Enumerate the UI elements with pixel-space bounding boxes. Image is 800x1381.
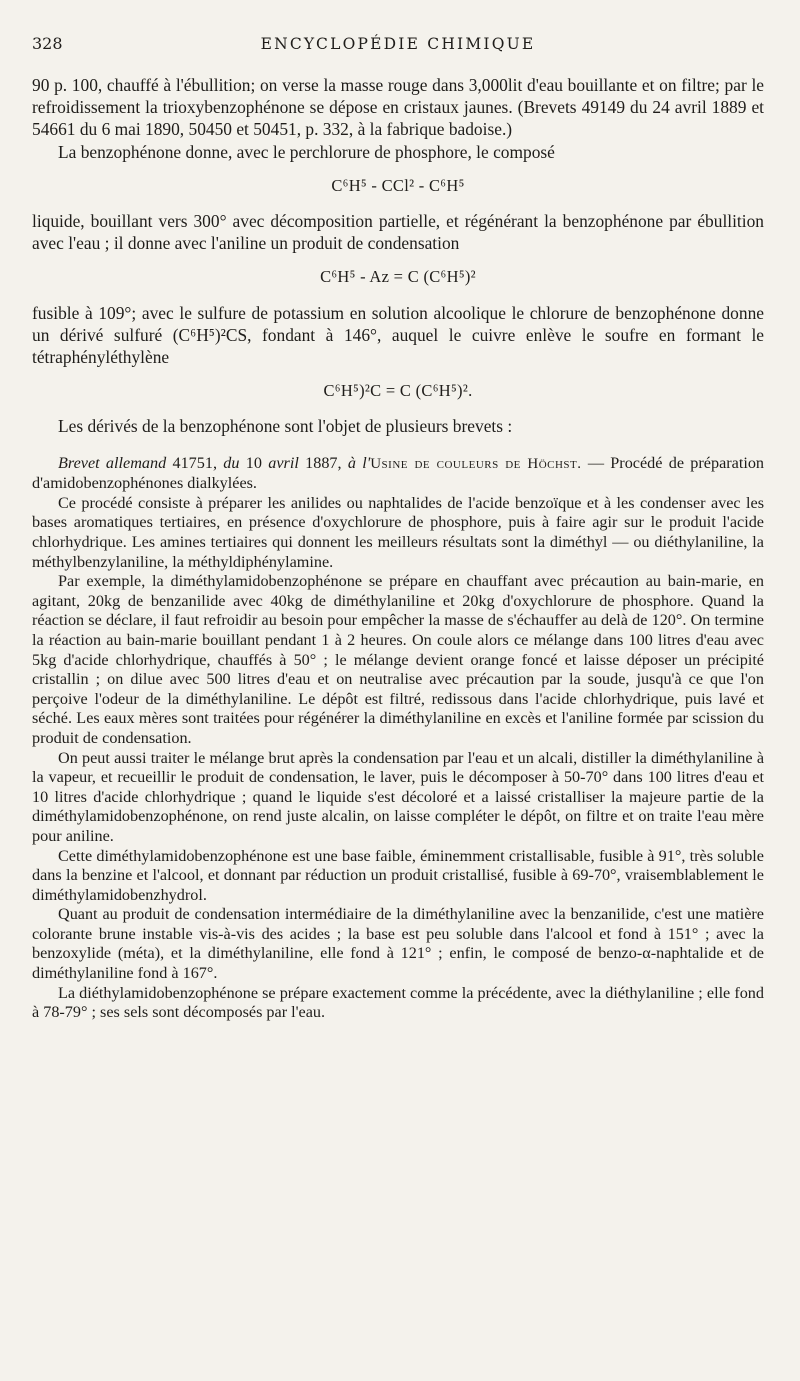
chemical-formula: C⁶H⁵ - CCl² - C⁶H⁵ [331,175,465,195]
patent-company: Usine de couleurs de Höchst. [370,455,582,472]
paragraph: Par exemple, la diméthylamidobenzophénone se prépare en chauffant avec précaution au bain-marie, en agitant, 20kg de benzanilide avec 40kg de diméthylaniline et 20kg d'oxychlorure de phosphore. Quand la réaction se déclare, il faut refroidir au besoin pour empêcher la masse de s'échauffer au delà de 120°. On termine la réaction au bain-marie bouillant pendant 1 à 2 heures. On coule alors ce mélange dans 100 litres d'eau avec 5kg d'acide chlorhydrique, chauffés à 50° ; le mélange devient orange foncé et laisse déposer un précipité cristallin ; on dilue avec 500 litres d'eau et on neutralise avec précaution par la soude, jusqu'à ce que l'on perçoive l'odeur de la diméthylaniline. Le dépôt est filtré, redissous dans l'acide chlorhydrique, puis lavé et séché. Les eaux mères sont traitées pour régénérer la diméthylaniline en excès et l'aniline formée par scission du produit de condensation. [32,572,764,747]
paragraph: Les dérivés de la benzophénone sont l'objet de plusieurs brevets : [58,416,513,437]
paragraph: La benzophénone donne, avec le perchlorure de phosphore, le composé [58,141,555,162]
patent-label: Brevet allemand [58,453,167,472]
running-title: ENCYCLOPÉDIE CHIMIQUE [260,35,536,53]
patent-date-prefix: du [223,453,240,472]
patent-year: 1887, [298,453,348,472]
page-header [32,34,764,62]
chemical-formula: C⁶H⁵ - Az = C (C⁶H⁵)² [320,267,476,287]
page-number: 328 [32,34,63,53]
patent-heading [32,454,764,494]
paragraph: Quant au produit de condensation intermédiaire de la diméthylaniline avec la benzanilide, c'est une matière colorante brune instable vis-à-vis des acides ; la base est peu soluble dans l'alcool et fond à 151° ; avec la benzoxylide (méta), et la diméthylaniline, elle fond à 121° ; enfin, le composé de benzo-α-naphtalide et de diméthylaniline fond à 167°. [32,905,764,983]
paragraph: La diéthylamidobenzophénone se prépare exactement comme la précédente, avec la diéthylaniline ; elle fond à 78-79° ; ses sels sont décomposés par l'eau. [32,983,764,1022]
patent-description: — Procédé de préparation d'amidobenzophénones dialkylées. [32,453,765,493]
chemical-formula: C⁶H⁵)²C = C (C⁶H⁵)². [323,381,473,401]
paragraph: Cette diméthylamidobenzophénone est une base faible, éminemment cristallisable, fusible à 91°, très soluble dans la benzine et l'alcool, et donnant par réduction un produit cristallisé, fusible à 69-70°, vraisemblablement le diméthylamidobenzhydrol. [32,846,764,904]
patent-day: 10 [239,453,269,472]
patent-number: 41751, [166,453,224,472]
patent-company-prefix: à l' [347,453,371,472]
patent-section [32,454,764,1023]
paragraph: liquide, bouillant vers 300° avec décomposition partielle, et régénérant la benzophénone par ébullition avec l'eau ; il donne avec l'aniline un produit de condensation [32,211,764,254]
paragraph: 90 p. 100, chauffé à l'ébullition; on verse la masse rouge dans 3,000lit d'eau bouillante et on filtre; par le refroidissement la trioxybenzophénone se dépose en cristaux jaunes. (Brevets 49149 du 24 avril 1889 et 54661 du 6 mai 1890, 50450 et 50451, p. 332, à la fabrique badoise.) [32,75,764,140]
patent-month: avril [268,453,299,472]
main-text-block [32,74,764,438]
paragraph: On peut aussi traiter le mélange brut après la condensation par l'eau et un alcali, distiller la diméthylaniline à la vapeur, et recueillir le produit de condensation, le laver, puis le décomposer à 50-70° dans 100 litres d'eau et 10 litres d'acide chlorhydrique ; quand le liquide s'est décoloré et a laissé cristalliser la majeure partie de la diméthylamidobenzophénone, on rend juste alcalin, on laisse compléter le dépôt, on filtre et on traite l'eau mère pour aniline. [32,748,764,845]
paragraph: fusible à 109°; avec le sulfure de potassium en solution alcoolique le chlorure de benzophénone donne un dérivé sulfuré (C⁶H⁵)²CS, fondant à 146°, auquel le cuivre enlève le soufre en formant le tétraphényléthylène [32,302,764,368]
paragraph: Ce procédé consiste à préparer les anilides ou naphtalides de l'acide benzoïque et à les condenser avec les bases aromatiques tertiaires, en présence d'oxychlorure de phosphore, puis à faire agir sur le produit l'acide chlorhydrique. Les amines tertiaires qui donnent les meilleurs résultats sont la diméthyl — ou diéthylaniline, la méthylbenzylaniline, la méthyldiphénylamine. [32,493,764,571]
